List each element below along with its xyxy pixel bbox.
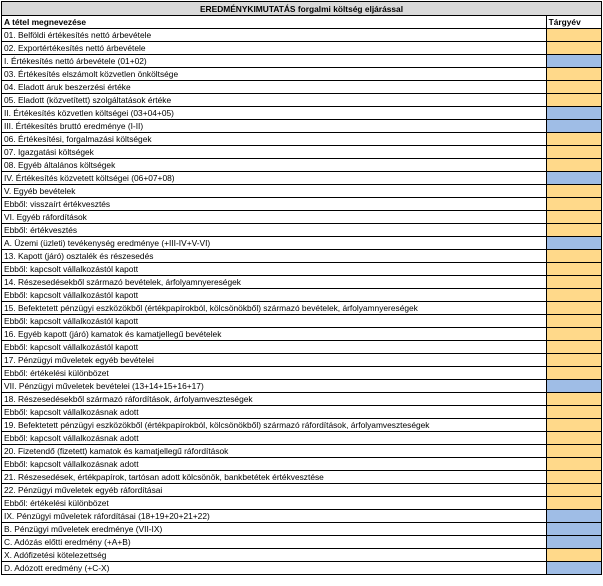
input-value-cell[interactable] xyxy=(546,146,601,159)
table-row xyxy=(2,445,602,458)
item-label: III. Értékesítés bruttó eredménye (I-II) xyxy=(2,120,547,133)
input-value-cell[interactable] xyxy=(546,549,601,562)
table-row xyxy=(2,471,602,484)
calculated-value-cell xyxy=(546,107,601,120)
calculated-value-cell xyxy=(546,536,601,549)
input-value-cell[interactable] xyxy=(546,42,601,55)
calculated-value-cell xyxy=(546,510,601,523)
table-row xyxy=(2,172,602,185)
calculated-value-cell xyxy=(546,237,601,250)
sub-item-label: Ebből: kapcsolt vállalkozásnak adott xyxy=(2,432,547,445)
input-value-cell[interactable] xyxy=(546,185,601,198)
table-row xyxy=(2,250,602,263)
calculated-value-cell xyxy=(546,120,601,133)
input-value-cell[interactable] xyxy=(546,198,601,211)
table-row xyxy=(2,107,602,120)
input-value-cell[interactable] xyxy=(546,302,601,315)
income-statement-sheet xyxy=(1,1,602,584)
table-row xyxy=(2,367,602,380)
title-row xyxy=(2,2,602,16)
table-row xyxy=(2,55,602,68)
item-label: 06. Értékesítési, forgalmazási költségek xyxy=(2,133,547,146)
table-row xyxy=(2,120,602,133)
item-label: 22. Pénzügyi műveletek egyéb ráfordításai xyxy=(2,484,547,497)
input-value-cell[interactable] xyxy=(546,250,601,263)
input-value-cell[interactable] xyxy=(546,328,601,341)
item-label: 03. Értékesítés elszámolt közvetlen önköltsége xyxy=(2,68,547,81)
table-row xyxy=(2,94,602,107)
table-row xyxy=(2,211,602,224)
sub-item-label: Ebből: visszaírt értékvesztés xyxy=(2,198,547,211)
sheet-title: EREDMÉNYKIMUTATÁS forgalmi költség eljárással xyxy=(2,2,602,16)
calculated-value-cell xyxy=(546,380,601,393)
input-value-cell[interactable] xyxy=(546,263,601,276)
table-row xyxy=(2,328,602,341)
item-label: IX. Pénzügyi műveletek ráfordításai (18+19+20+21+22) xyxy=(2,510,547,523)
current-year-header: Tárgyév xyxy=(546,16,601,29)
calculated-value-cell xyxy=(546,172,601,185)
item-label: 18. Részesedésekből származó ráfordítások, árfolyamveszteségek xyxy=(2,393,547,406)
table-row xyxy=(2,432,602,445)
input-value-cell[interactable] xyxy=(546,29,601,42)
sub-item-label: Ebből: kapcsolt vállalkozásnak adott xyxy=(2,406,547,419)
table-row xyxy=(2,159,602,172)
item-label: 02. Exportértékesítés nettó árbevétele xyxy=(2,42,547,55)
sub-item-label: Ebből: értékelési különbözet xyxy=(2,367,547,380)
input-value-cell[interactable] xyxy=(546,471,601,484)
item-label: C. Adózás előtti eredmény (+A+B) xyxy=(2,536,547,549)
table-row xyxy=(2,536,602,549)
item-label: VII. Pénzügyi műveletek bevételei (13+14+15+16+17) xyxy=(2,380,547,393)
table-row xyxy=(2,146,602,159)
item-label: 15. Befektetett pénzügyi eszközökből (értékpapírokból, kölcsönökből) származó bevételek, árfolyamnyereségek xyxy=(2,302,547,315)
item-label: 19. Befektetett pénzügyi eszközökből (értékpapírokból, kölcsönökből) származó ráfordítások, árfolyamveszteségek xyxy=(2,419,547,432)
table-row xyxy=(2,510,602,523)
item-label: 01. Belföldi értékesítés nettó árbevétele xyxy=(2,29,547,42)
sub-item-label: Ebből: kapcsolt vállalkozásnak adott xyxy=(2,458,547,471)
table-row xyxy=(2,354,602,367)
input-value-cell[interactable] xyxy=(546,211,601,224)
item-label: 05. Eladott (közvetített) szolgáltatások értéke xyxy=(2,94,547,107)
input-value-cell[interactable] xyxy=(546,393,601,406)
table-row xyxy=(2,458,602,471)
table-row xyxy=(2,393,602,406)
sub-item-label: Ebből: értékvesztés xyxy=(2,224,547,237)
item-label: IV. Értékesítés közvetett költségei (06+07+08) xyxy=(2,172,547,185)
table-row xyxy=(2,185,602,198)
input-value-cell[interactable] xyxy=(546,497,601,510)
input-value-cell[interactable] xyxy=(546,445,601,458)
table-row xyxy=(2,341,602,354)
input-value-cell[interactable] xyxy=(546,81,601,94)
table-row xyxy=(2,237,602,250)
sub-item-label: Ebből: kapcsolt vállalkozástól kapott xyxy=(2,263,547,276)
input-value-cell[interactable] xyxy=(546,367,601,380)
sub-item-label: Ebből: kapcsolt vállalkozástól kapott xyxy=(2,315,547,328)
input-value-cell[interactable] xyxy=(546,159,601,172)
table-row xyxy=(2,224,602,237)
item-label: II. Értékesítés közvetlen költségei (03+04+05) xyxy=(2,107,547,120)
table-row xyxy=(2,497,602,510)
table-row xyxy=(2,380,602,393)
table-row xyxy=(2,419,602,432)
item-label: D. Adózott eredmény (+C-X) xyxy=(2,562,547,575)
input-value-cell[interactable] xyxy=(546,224,601,237)
table-row xyxy=(2,302,602,315)
table-row xyxy=(2,484,602,497)
input-value-cell[interactable] xyxy=(546,458,601,471)
calculated-value-cell xyxy=(546,55,601,68)
item-label: 04. Eladott áruk beszerzési értéke xyxy=(2,81,547,94)
item-label: V. Egyéb bevételek xyxy=(2,185,547,198)
input-value-cell[interactable] xyxy=(546,484,601,497)
item-label: I. Értékesítés nettó árbevétele (01+02) xyxy=(2,55,547,68)
sub-item-label: Ebből: kapcsolt vállalkozástól kapott xyxy=(2,289,547,302)
item-label: 20. Fizetendő (fizetett) kamatok és kamatjellegű ráfordítások xyxy=(2,445,547,458)
table-row xyxy=(2,289,602,302)
item-label: A. Üzemi (üzleti) tevékenység eredménye (+III-IV+V-VI) xyxy=(2,237,547,250)
income-statement-table xyxy=(1,1,602,575)
item-label: 17. Pénzügyi műveletek egyéb bevételei xyxy=(2,354,547,367)
sub-item-label: Ebből: értékelési különbözet xyxy=(2,497,547,510)
input-value-cell[interactable] xyxy=(546,419,601,432)
calculated-value-cell xyxy=(546,562,601,575)
item-label: X. Adófizetési kötelezettség xyxy=(2,549,547,562)
input-value-cell[interactable] xyxy=(546,406,601,419)
item-label: 16. Egyéb kapott (járó) kamatok és kamatjellegű bevételek xyxy=(2,328,547,341)
table-row xyxy=(2,42,602,55)
input-value-cell[interactable] xyxy=(546,68,601,81)
input-value-cell[interactable] xyxy=(546,354,601,367)
table-row xyxy=(2,562,602,575)
input-value-cell[interactable] xyxy=(546,133,601,146)
table-row xyxy=(2,276,602,289)
input-value-cell[interactable] xyxy=(546,94,601,107)
table-row xyxy=(2,133,602,146)
item-label: 07. Igazgatási költségek xyxy=(2,146,547,159)
table-row xyxy=(2,29,602,42)
table-row xyxy=(2,406,602,419)
item-name-header: A tétel megnevezése xyxy=(2,16,547,29)
table-row xyxy=(2,198,602,211)
calculated-value-cell xyxy=(546,523,601,536)
table-row xyxy=(2,81,602,94)
header-row xyxy=(2,16,602,29)
input-value-cell[interactable] xyxy=(546,289,601,302)
item-label: 14. Részesedésekből származó bevételek, árfolyamnyereségek xyxy=(2,276,547,289)
item-label: VI. Egyéb ráfordítások xyxy=(2,211,547,224)
table-row xyxy=(2,263,602,276)
input-value-cell[interactable] xyxy=(546,315,601,328)
table-row xyxy=(2,549,602,562)
item-label: 21. Részesedések, értékpapírok, tartósan adott kölcsönök, bankbetétek értékvesztése xyxy=(2,471,547,484)
input-value-cell[interactable] xyxy=(546,276,601,289)
input-value-cell[interactable] xyxy=(546,432,601,445)
item-label: B. Pénzügyi műveletek eredménye (VII-IX) xyxy=(2,523,547,536)
item-label: 08. Egyéb általános költségek xyxy=(2,159,547,172)
item-label: 13. Kapott (járó) osztalék és részesedés xyxy=(2,250,547,263)
table-row xyxy=(2,523,602,536)
input-value-cell[interactable] xyxy=(546,341,601,354)
table-row xyxy=(2,315,602,328)
sub-item-label: Ebből: kapcsolt vállalkozástól kapott xyxy=(2,341,547,354)
table-row xyxy=(2,68,602,81)
